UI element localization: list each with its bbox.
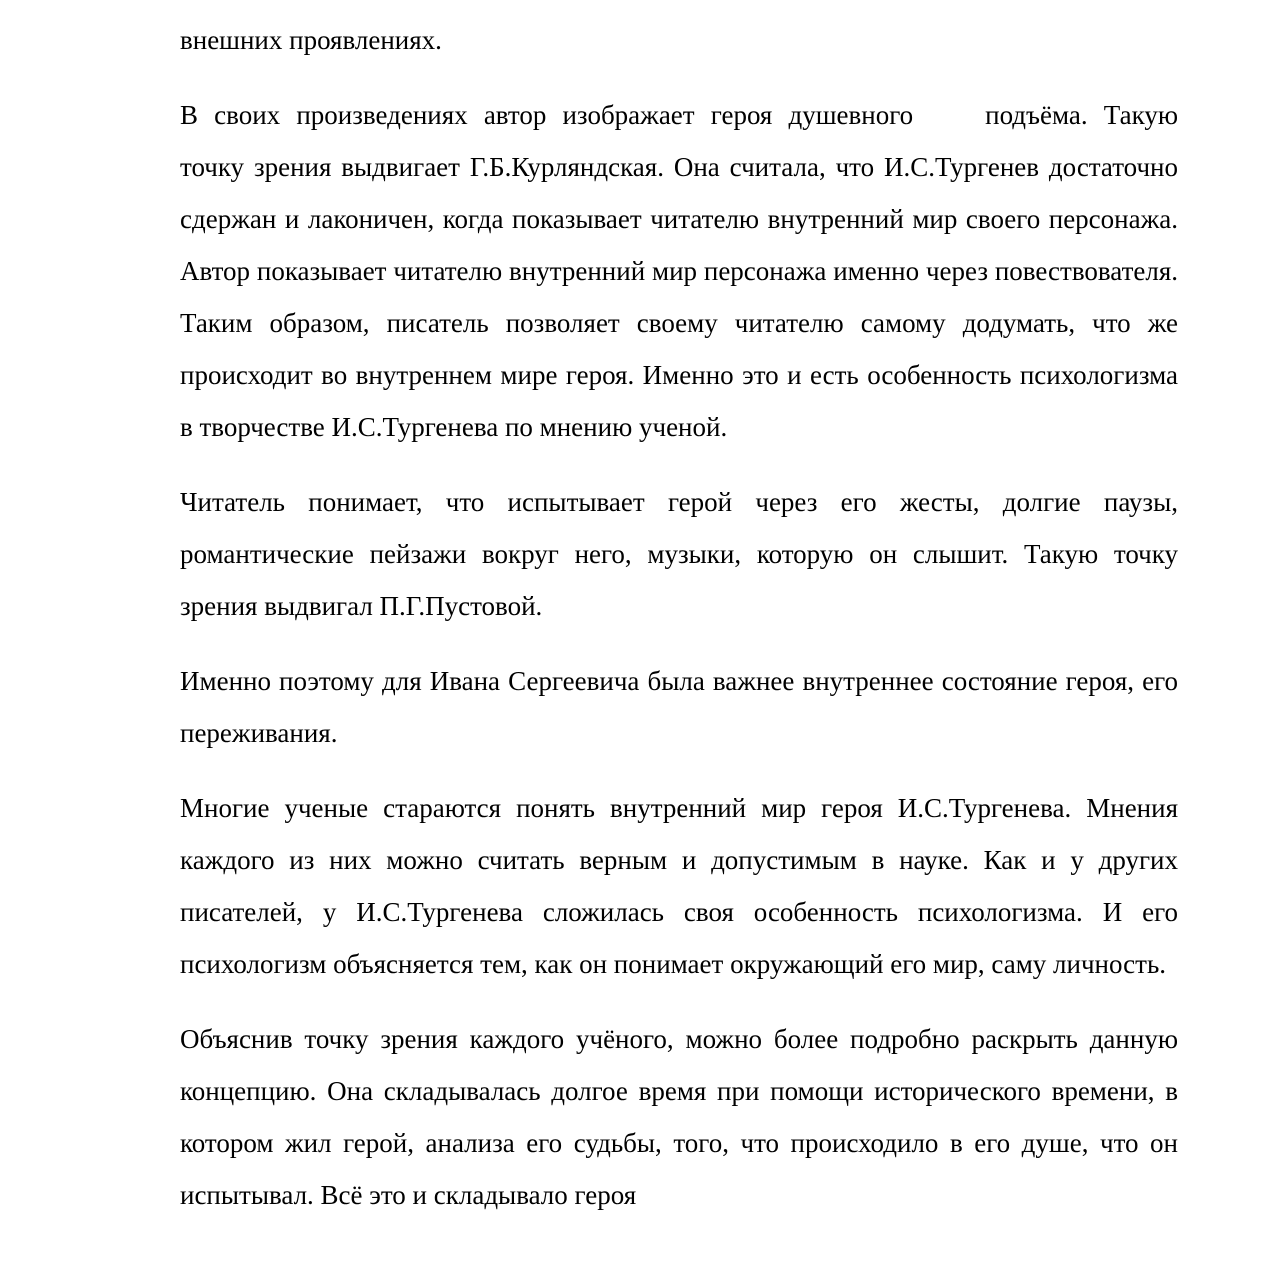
paragraph-spacer	[180, 759, 1178, 782]
paragraph-3: Читатель понимает, что испытывает герой через его жесты, долгие паузы, романтические пейзажи вокруг него, музыки, которую он слышит. Такую точку зрения выдвигал П.Г.Пустовой.	[180, 487, 1178, 621]
paragraph-5: Многие ученые стараются понять внутренний мир героя И.С.Тургенева. Мнения каждого из них можно считать верным и допустимым в науке. Как и у других писателей, у И.С.Тургенева сложилась своя особенность психологизма. И его психологизм объясняется тем, как он понимает окружающий его мир, саму личность.	[180, 793, 1178, 979]
paragraph-spacer	[180, 990, 1178, 1013]
paragraph-spacer	[180, 66, 1178, 89]
paragraph-2	[180, 89, 1178, 453]
paragraph-6: Объяснив точку зрения каждого учёного, можно более подробно раскрыть данную концепцию. Она складывалась долгое время при помощи исторического времени, в котором жил герой, анализа его судьбы, того, что происходило в его душе, что он испытывал. Всё это и складывало героя	[180, 1024, 1178, 1210]
paragraph-4: Именно поэтому для Ивана Сергеевича была важнее внутреннее состояние героя, его переживания.	[180, 666, 1178, 748]
paragraph-2-segment-before-gap: В своих произведениях автор изображает героя душевного	[180, 100, 914, 130]
document-text-body	[180, 0, 1178, 1221]
paragraph-spacer	[180, 453, 1178, 476]
paragraph-2-segment-after-gap: подъёма. Такую точку зрения выдвигает Г.Б.Курляндская. Она считала, что И.С.Тургенев достаточно сдержан и лаконичен, когда показывает читателю внутренний мир своего персонажа. Автор показывает читателю внутренний мир персонажа именно через повествователя. Таким образом, писатель позволяет своему читателю самому додумать, что же происходит во внутреннем мире героя. Именно это и есть особенность психологизма в творчестве И.С.Тургенева по мнению ученой.	[180, 100, 1179, 442]
paragraph-spacer	[180, 632, 1178, 655]
paragraph-1: внешних проявлениях.	[180, 25, 442, 55]
